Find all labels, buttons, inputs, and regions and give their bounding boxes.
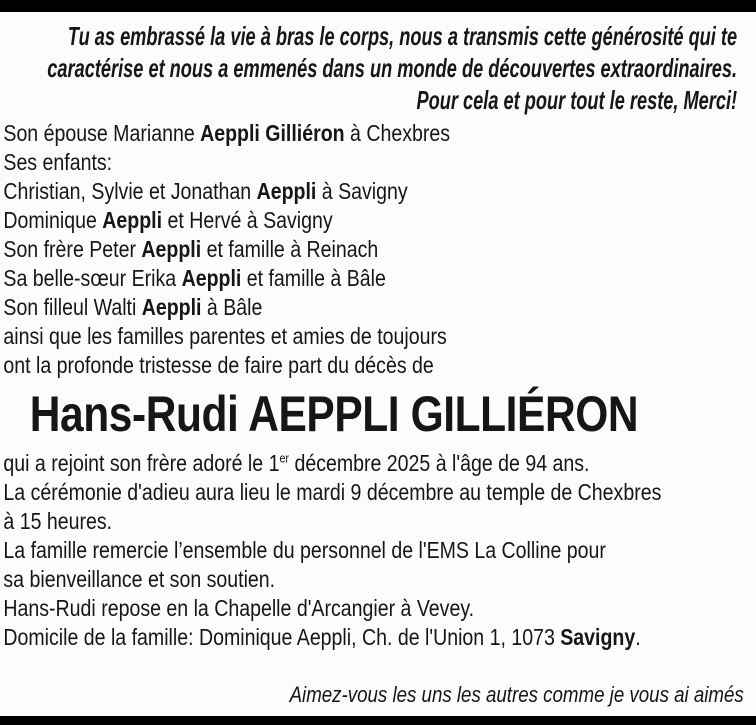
family-list [0, 119, 756, 380]
text-segment: à Chexbres [344, 120, 451, 146]
text-segment: sa bienveillance et son soutien. [3, 566, 276, 592]
text-segment: caractérise et nous a emmenés dans un monde de découvertes extraordinaires. [47, 53, 738, 83]
text-line [3, 507, 755, 536]
text-segment: Son filleul Walti [3, 294, 142, 320]
text-segment: Ses enfants: [3, 149, 113, 175]
text-segment: Sa belle-sœur Erika [3, 265, 182, 291]
text-segment: Dominique [3, 207, 103, 233]
text-segment: Aeppli [141, 236, 202, 262]
announcement-section [0, 119, 756, 709]
text-segment: La famille remercie l’ensemble du personnel de l'EMS La Colline pour [3, 537, 606, 563]
text-line [0, 52, 737, 84]
text-segment: La cérémonie d'adieu aura lieu le mardi 9 décembre au temple de Chexbres [3, 479, 662, 505]
text-segment: Aeppli [181, 265, 242, 291]
text-line [3, 293, 755, 322]
text-segment: Aeppli [102, 207, 163, 233]
top-border-bar [0, 0, 756, 12]
text-line [3, 264, 755, 293]
text-segment: er [279, 451, 290, 466]
text-line [3, 594, 755, 623]
text-segment: Aeppli [256, 178, 317, 204]
text-segment: et famille à Bâle [241, 265, 386, 291]
text-segment: à Savigny [316, 178, 408, 204]
text-line [3, 206, 755, 235]
text-segment: Pour cela et pour tout le reste, Merci! [416, 85, 738, 115]
opening-quote-section [0, 20, 756, 116]
text-line [3, 536, 755, 565]
text-segment: ainsi que les familles parentes et amies de toujours [3, 323, 447, 349]
text-segment: à Bâle [201, 294, 263, 320]
text-line [3, 235, 755, 264]
text-segment: et Hervé à Savigny [162, 207, 333, 233]
text-line [3, 351, 755, 380]
text-line [3, 623, 755, 652]
bottom-border-bar [0, 716, 756, 725]
text-line [3, 119, 755, 148]
text-segment: et famille à Reinach [201, 236, 379, 262]
text-line [0, 84, 737, 116]
text-segment: à 15 heures. [3, 508, 113, 534]
text-line [3, 478, 755, 507]
text-segment: Tu as embrassé la vie à bras le corps, nous a transmis cette générosité qui te [67, 21, 738, 51]
text-line [3, 177, 755, 206]
text-line [3, 322, 755, 351]
text-segment: Christian, Sylvie et Jonathan [3, 178, 257, 204]
text-segment: Son frère Peter [3, 236, 142, 262]
announcement-details [0, 449, 756, 652]
text-line [3, 565, 755, 594]
text-segment: décembre 2025 à l'âge de 94 ans. [289, 450, 590, 476]
deceased-name: Hans-Rudi AEPPLI GILLIÉRON [29, 386, 639, 442]
text-segment: Savigny [560, 624, 636, 650]
text-segment: Hans-Rudi repose en la Chapelle d'Arcangier à Vevey. [3, 595, 475, 621]
text-segment: Aeppli [141, 294, 202, 320]
text-segment: Aeppli Gilliéron [200, 120, 345, 146]
text-segment: Domicile de la famille: Dominique Aeppli, Ch. de l'Union 1, 1073 [3, 624, 561, 650]
opening-quote [0, 20, 756, 116]
text-segment: Son épouse Marianne [3, 120, 201, 146]
text-segment: ont la profonde tristesse de faire part du décès de [3, 352, 434, 378]
text-segment: qui a rejoint son frère adoré le 1 [3, 450, 280, 476]
text-segment: . [635, 624, 641, 650]
text-line [3, 449, 755, 478]
text-line [0, 20, 737, 52]
text-line [3, 148, 755, 177]
closing-quote: Aimez-vous les uns les autres comme je vous ai aimés [289, 682, 744, 707]
